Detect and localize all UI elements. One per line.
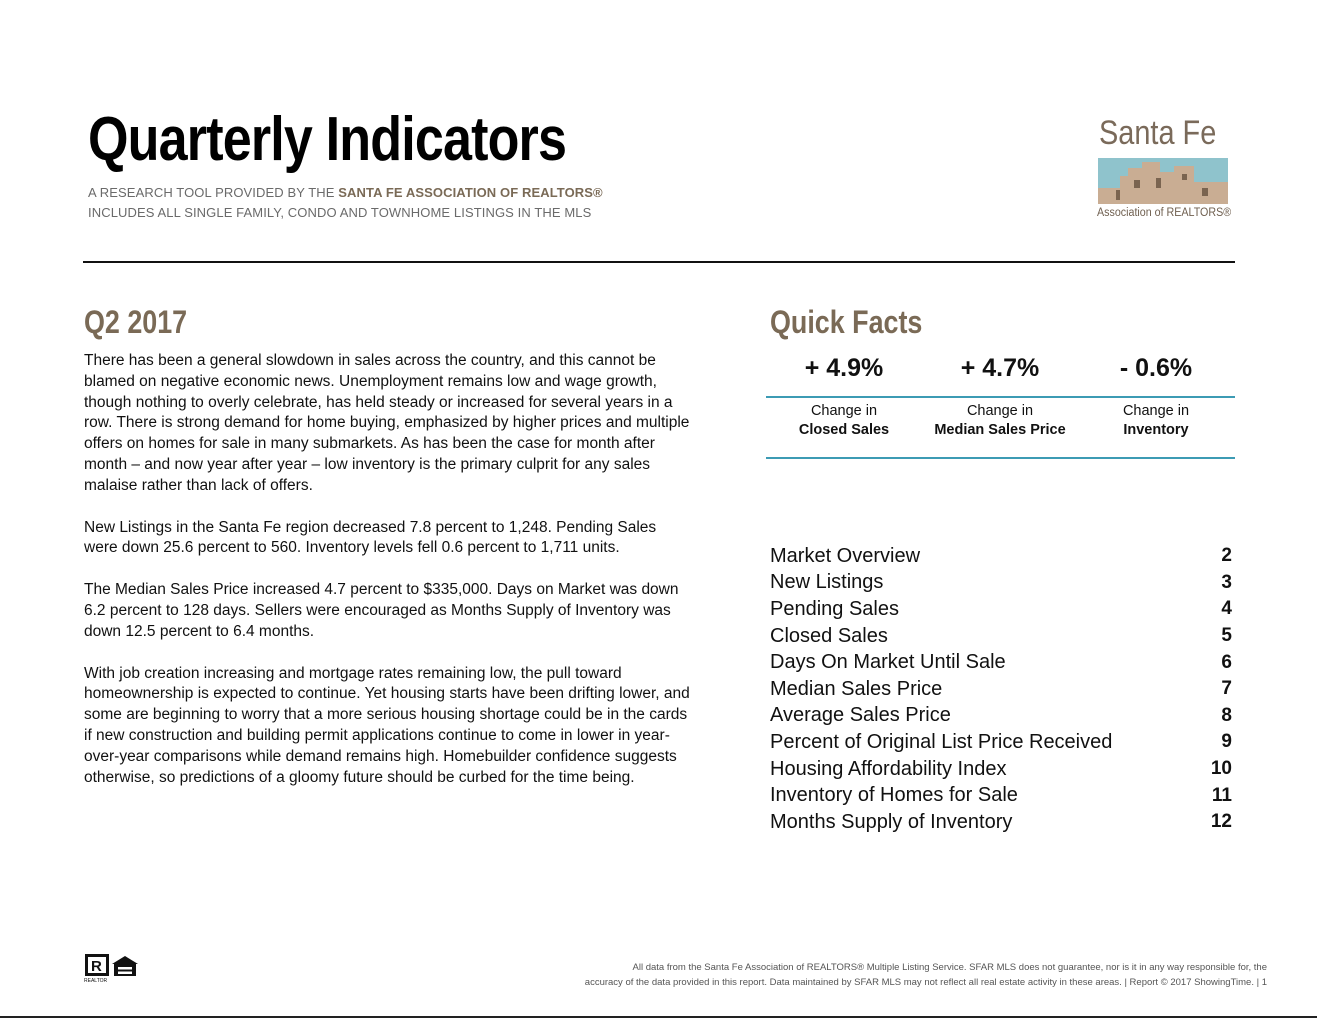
summary-text <box>84 351 694 809</box>
toc-item[interactable] <box>770 729 1232 756</box>
toc-label: Pending Sales <box>770 597 899 620</box>
fact-label-inventory <box>1078 402 1234 457</box>
disclaimer-line-2: accuracy of the data provided in this report. Data maintained by SFAR MLS may not reflect all real estate activity in these areas. | Report © 2017 ShowingTime. | 1 <box>584 977 1267 988</box>
toc-item[interactable] <box>770 782 1232 809</box>
toc-label: Inventory of Homes for Sale <box>770 784 1018 807</box>
subtitle-line-2: INCLUDES ALL SINGLE FAMILY, CONDO AND TOWNHOME LISTINGS IN THE MLS <box>88 205 592 220</box>
page-title: Quarterly Indicators <box>88 105 567 174</box>
footer-logos <box>84 953 164 983</box>
toc-item[interactable] <box>770 676 1232 703</box>
fact-label-bold: Closed Sales <box>798 422 890 438</box>
summary-paragraph: The Median Sales Price increased 4.7 percent to $335,000. Days on Market was down 6.2 percent to 128 days. Sellers were encouraged as Months Supply of Inventory was down 12.5 percent to 6.4 months. <box>84 581 679 640</box>
subtitle-line-1 <box>88 185 603 200</box>
toc-page-number: 6 <box>1221 651 1232 673</box>
toc-page-number: 10 <box>1210 758 1232 780</box>
table-of-contents <box>770 543 1232 836</box>
fact-label-closed-sales <box>766 402 922 457</box>
logo-subtitle: Association of REALTORS® <box>1097 207 1232 219</box>
footer-disclaimer <box>507 960 1267 990</box>
summary-paragraph: New Listings in the Santa Fe region decreased 7.8 percent to 1,248. Pending Sales were down 25.6 percent to 560. Inventory levels fell 0.6 percent to 1,711 units. <box>84 518 657 557</box>
quick-facts-labels <box>766 398 1235 457</box>
subtitle-prefix: A RESEARCH TOOL PROVIDED BY THE <box>88 185 339 200</box>
toc-item[interactable] <box>770 703 1232 730</box>
realtor-mark-text: REALTOR <box>84 978 108 983</box>
summary-paragraph: With job creation increasing and mortgage rates remaining low, the pull toward homeownership is expected to continue. Yet housing starts have been drifting lower, and some are beginning to worry that a more serious housing shortage could be in the cards if new construction and building permit applications continue to come in lower in year-over-year comparisons while demand remains high. Homebuilder confidence suggests otherwise, so predictions of a gloomy future should be curbed for the time being. <box>84 664 690 786</box>
fact-label-top: Change in <box>1122 403 1190 419</box>
toc-item[interactable] <box>770 596 1232 623</box>
header-divider <box>83 261 1235 263</box>
subtitle-org: SANTA FE ASSOCIATION OF REALTORS® <box>338 185 603 200</box>
fact-value-median-price: + 4.7% <box>960 354 1040 382</box>
realtor-icon <box>84 953 164 983</box>
fact-label-median-price <box>922 402 1078 457</box>
toc-label: New Listings <box>770 571 884 594</box>
toc-item[interactable] <box>770 570 1232 597</box>
toc-page-number: 11 <box>1211 784 1232 806</box>
logo-name: Santa Fe <box>1099 114 1217 152</box>
toc-label: Months Supply of Inventory <box>770 810 1013 833</box>
toc-page-number: 3 <box>1221 571 1232 593</box>
fact-value-inventory: - 0.6% <box>1119 354 1193 382</box>
fact-label-top: Change in <box>966 403 1034 419</box>
toc-label: Housing Affordability Index <box>770 757 1007 780</box>
toc-item[interactable] <box>770 649 1232 676</box>
fact-label-top: Change in <box>810 403 878 419</box>
toc-page-number: 2 <box>1221 545 1232 567</box>
toc-page-number: 5 <box>1221 625 1232 647</box>
toc-page-number: 7 <box>1221 678 1232 700</box>
toc-page-number: 12 <box>1210 811 1232 833</box>
summary-paragraph: There has been a general slowdown in sales across the country, and this cannot be blamed on negative economic news. Unemployment remains low and wage growth, though nothing to overly celebrate, has held steady or increased for several years in a row. There is strong demand for home buying, emphasized by higher prices and multiple offers on homes for sale in many submarkets. As has been the case for month after month – and now year after year – low inventory is the primary culprit for any sales malaise rather than lack of offers. <box>84 352 690 494</box>
toc-label: Closed Sales <box>770 624 888 647</box>
disclaimer-line-1: All data from the Santa Fe Association of REALTORS® Multiple Listing Service. SFAR MLS does not guarantee, nor is it in any way responsible for, the <box>632 962 1267 973</box>
fact-label-bold: Median Sales Price <box>934 422 1066 438</box>
quick-facts-values <box>766 350 1235 396</box>
quick-facts-bottom-divider <box>766 457 1235 459</box>
quick-facts-title: Quick Facts <box>770 304 923 340</box>
toc-label: Average Sales Price <box>770 704 951 727</box>
quarter-title: Q2 2017 <box>84 304 188 340</box>
toc-label: Days On Market Until Sale <box>770 651 1006 674</box>
santa-fe-logo <box>1095 114 1235 224</box>
quick-facts <box>766 350 1235 459</box>
fact-label-bold: Inventory <box>1123 422 1189 438</box>
toc-item[interactable] <box>770 623 1232 650</box>
toc-label: Percent of Original List Price Received <box>770 730 1113 753</box>
svg-text:R: R <box>91 958 102 975</box>
fact-value-closed-sales: + 4.9% <box>804 354 884 382</box>
toc-page-number: 8 <box>1221 704 1232 726</box>
toc-page-number: 9 <box>1221 731 1232 753</box>
toc-label: Market Overview <box>770 544 921 567</box>
toc-label: Median Sales Price <box>770 677 943 700</box>
footer-divider <box>0 1016 1317 1018</box>
toc-item[interactable] <box>770 809 1232 836</box>
toc-page-number: 4 <box>1221 598 1232 620</box>
toc-item[interactable] <box>770 756 1232 783</box>
toc-item[interactable] <box>770 543 1232 570</box>
